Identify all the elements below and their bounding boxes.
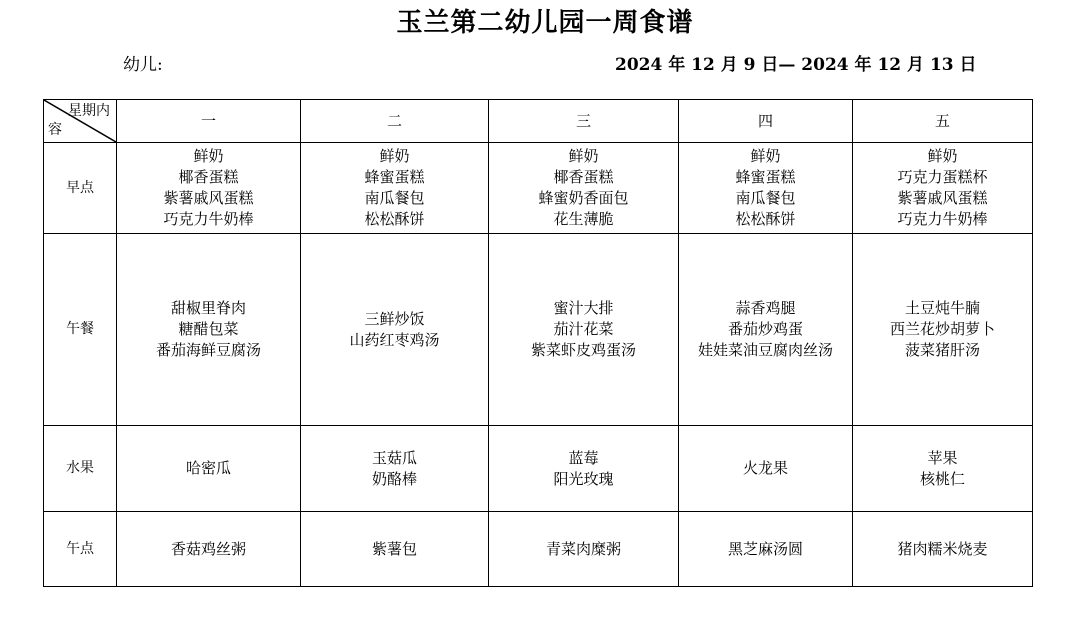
menu-item: 鲜奶 [927, 147, 958, 165]
menu-item: 猪肉糯米烧麦 [897, 539, 988, 558]
menu-item: 苹果 [927, 448, 958, 467]
row-label: 午点 [44, 512, 117, 587]
menu-item: 鲜奶 [379, 147, 410, 165]
menu-item: 玉菇瓜 [371, 448, 417, 467]
menu-cell [853, 426, 1033, 512]
date-range: 2024 年 12 月 9 日— 2024 年 12 月 13 日 [615, 55, 977, 75]
menu-item: 松松酥饼 [735, 210, 796, 228]
menu-cell [301, 512, 489, 587]
menu-item: 番茄海鲜豆腐汤 [155, 341, 261, 359]
menu-item: 紫薯戚风蛋糕 [163, 189, 254, 207]
menu-cell [679, 234, 853, 426]
fruit-row [44, 426, 1033, 512]
weekly-menu-table [43, 99, 1033, 587]
day-header-wed: 三 [489, 100, 679, 143]
menu-item: 茄汁花菜 [553, 320, 614, 338]
menu-item: 紫薯戚风蛋糕 [897, 189, 988, 207]
menu-item: 香菇鸡丝粥 [170, 539, 246, 558]
menu-item: 番茄炒鸡蛋 [727, 320, 803, 338]
menu-item: 山药红枣鸡汤 [349, 330, 440, 349]
row-label: 早点 [44, 143, 117, 234]
menu-cell [853, 143, 1033, 234]
menu-cell [117, 143, 301, 234]
corner-header-top: 星期内 [68, 103, 110, 119]
menu-item: 鲜奶 [568, 147, 599, 165]
day-header-thu: 四 [679, 100, 853, 143]
menu-item: 土豆炖牛腩 [904, 299, 980, 317]
menu-item: 火龙果 [742, 459, 788, 477]
menu-cell [301, 143, 489, 234]
menu-item: 西兰花炒胡萝卜 [889, 320, 995, 338]
menu-item: 蒜香鸡腿 [735, 299, 796, 317]
menu-cell [489, 426, 679, 512]
menu-cell [489, 143, 679, 234]
menu-item: 青菜肉糜粥 [545, 539, 621, 558]
day-header-fri: 五 [853, 100, 1033, 143]
menu-item: 奶酪棒 [371, 469, 417, 488]
menu-item: 南瓜餐包 [364, 189, 425, 207]
menu-item: 紫薯包 [371, 539, 417, 558]
row-label: 水果 [44, 426, 117, 512]
menu-cell [853, 234, 1033, 426]
menu-item: 哈密瓜 [185, 459, 231, 477]
menu-cell [489, 512, 679, 587]
menu-item: 巧克力蛋糕杯 [897, 168, 988, 186]
menu-item: 核桃仁 [919, 469, 965, 488]
menu-item: 蓝莓 [568, 448, 599, 467]
menu-item: 松松酥饼 [364, 210, 425, 228]
menu-item: 蜂蜜奶香面包 [538, 189, 629, 207]
menu-item: 菠菜猪肝汤 [904, 341, 980, 359]
menu-cell [117, 512, 301, 587]
lunch-row [44, 234, 1033, 426]
menu-item: 甜椒里脊肉 [170, 299, 246, 317]
menu-cell [853, 512, 1033, 587]
menu-item: 蜂蜜蛋糕 [735, 168, 796, 186]
menu-cell [679, 512, 853, 587]
menu-item: 蜜汁大排 [553, 299, 614, 317]
menu-item: 椰香蛋糕 [178, 168, 239, 186]
menu-item: 巧克力牛奶棒 [897, 210, 988, 228]
day-header-mon: 一 [117, 100, 301, 143]
menu-cell [301, 426, 489, 512]
menu-item: 南瓜餐包 [735, 189, 796, 207]
menu-item: 紫菜虾皮鸡蛋汤 [530, 341, 636, 359]
page-title: 玉兰第二幼儿园一周食谱 [396, 8, 694, 38]
corner-header-bottom: 容 [48, 122, 62, 138]
menu-item: 椰香蛋糕 [553, 168, 614, 186]
row-label: 午餐 [44, 234, 117, 426]
menu-item: 花生薄脆 [553, 210, 614, 228]
menu-item: 阳光玫瑰 [553, 469, 614, 488]
corner-header-cell [44, 100, 117, 143]
menu-item: 鲜奶 [193, 147, 224, 165]
menu-cell [117, 234, 301, 426]
breakfast-row [44, 143, 1033, 234]
menu-cell [679, 143, 853, 234]
menu-cell [117, 426, 301, 512]
snack-row [44, 512, 1033, 587]
menu-cell [301, 234, 489, 426]
menu-item: 鲜奶 [750, 147, 781, 165]
menu-cell [679, 426, 853, 512]
menu-item: 蜂蜜蛋糕 [364, 168, 425, 186]
menu-item: 巧克力牛奶棒 [163, 210, 254, 228]
menu-item: 糖醋包菜 [178, 320, 239, 338]
day-header-tue: 二 [301, 100, 489, 143]
menu-item: 娃娃菜油豆腐肉丝汤 [697, 341, 833, 359]
menu-item: 三鲜炒饭 [364, 309, 425, 328]
kid-label: 幼儿: [123, 55, 163, 75]
menu-cell [489, 234, 679, 426]
header-row [44, 100, 1033, 143]
menu-item: 黑芝麻汤圆 [727, 539, 803, 558]
